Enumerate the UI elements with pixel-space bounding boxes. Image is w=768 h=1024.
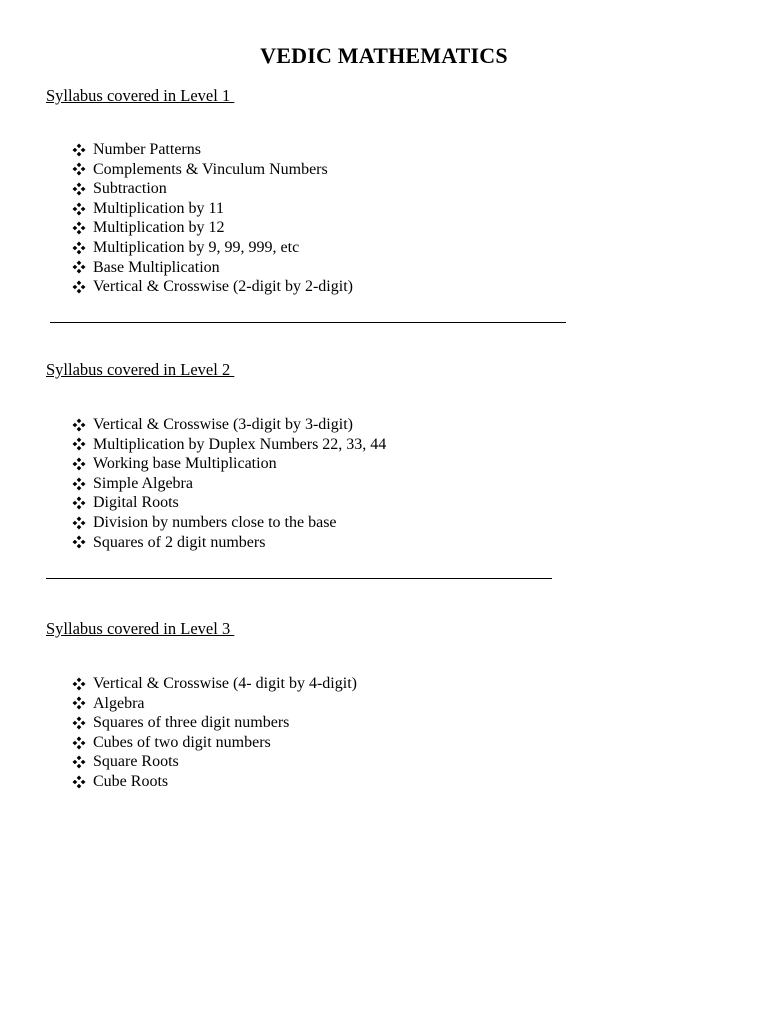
- syllabus-list-level-2: [72, 415, 386, 552]
- list-item: [72, 415, 386, 435]
- list-item-text: Cube Roots: [93, 772, 169, 790]
- section-heading-level-3: Syllabus covered in Level 3: [46, 619, 235, 638]
- list-item: [72, 238, 353, 258]
- four-diamond-bullet-icon: [72, 696, 86, 710]
- list-item-text: Vertical & Crosswise (3-digit by 3-digit): [93, 416, 353, 433]
- list-item: [72, 772, 357, 792]
- four-diamond-bullet-icon: [72, 280, 86, 294]
- list-item-text: Digital Roots: [93, 494, 179, 512]
- list-item-text: Simple Algebra: [93, 474, 193, 492]
- list-item-text: Square Roots: [93, 753, 179, 771]
- list-item: [72, 733, 357, 753]
- four-diamond-bullet-icon: [72, 221, 86, 235]
- four-diamond-bullet-icon: [72, 516, 86, 530]
- list-item: [72, 533, 386, 553]
- list-item: [72, 179, 353, 199]
- four-diamond-bullet-icon: [72, 775, 86, 789]
- list-item: [72, 160, 353, 180]
- four-diamond-bullet-icon: [72, 143, 86, 157]
- list-item-text: Algebra: [93, 694, 145, 712]
- four-diamond-bullet-icon: [72, 677, 86, 691]
- list-item-text: Multiplication by 9, 99, 999, etc: [93, 238, 300, 256]
- list-item: [72, 474, 386, 494]
- list-item-text: Multiplication by 12: [93, 219, 225, 237]
- four-diamond-bullet-icon: [72, 716, 86, 730]
- four-diamond-bullet-icon: [72, 535, 86, 549]
- list-item-text: Multiplication by 11: [93, 199, 224, 217]
- syllabus-list-level-3: [72, 674, 357, 792]
- list-item: [72, 218, 353, 238]
- list-item-text: Vertical & Crosswise (2-digit by 2-digit): [93, 278, 353, 296]
- four-diamond-bullet-icon: [72, 182, 86, 196]
- section-divider: [50, 322, 566, 323]
- four-diamond-bullet-icon: [72, 241, 86, 255]
- four-diamond-bullet-icon: [72, 477, 86, 491]
- list-item: [72, 277, 353, 297]
- list-item: [72, 454, 386, 474]
- list-item: [72, 199, 353, 219]
- four-diamond-bullet-icon: [72, 162, 86, 176]
- four-diamond-bullet-icon: [72, 496, 86, 510]
- list-item-text: Complements & Vinculum Numbers: [93, 160, 328, 178]
- list-item: [72, 713, 357, 733]
- page-title: VEDIC MATHEMATICS: [260, 43, 508, 68]
- four-diamond-bullet-icon: [72, 202, 86, 216]
- list-item-text: Vertical & Crosswise (4- digit by 4-digit): [93, 675, 357, 692]
- list-item-text: Subtraction: [93, 180, 167, 198]
- section-heading-level-1: Syllabus covered in Level 1: [46, 86, 235, 105]
- section-divider: [46, 578, 552, 579]
- list-item-text: Number Patterns: [93, 141, 201, 158]
- list-item: [72, 140, 353, 160]
- list-item-text: Division by numbers close to the base: [93, 513, 337, 531]
- list-item: [72, 435, 386, 455]
- list-item-text: Base Multiplication: [93, 258, 220, 276]
- list-item-text: Squares of three digit numbers: [93, 714, 290, 732]
- four-diamond-bullet-icon: [72, 418, 86, 432]
- four-diamond-bullet-icon: [72, 755, 86, 769]
- list-item: [72, 493, 386, 513]
- list-item: [72, 258, 353, 278]
- four-diamond-bullet-icon: [72, 260, 86, 274]
- list-item: [72, 694, 357, 714]
- four-diamond-bullet-icon: [72, 437, 86, 451]
- list-item-text: Squares of 2 digit numbers: [93, 533, 266, 551]
- list-item: [72, 513, 386, 533]
- list-item: [72, 752, 357, 772]
- list-item: [72, 674, 357, 694]
- four-diamond-bullet-icon: [72, 736, 86, 750]
- four-diamond-bullet-icon: [72, 457, 86, 471]
- list-item-text: Cubes of two digit numbers: [93, 733, 271, 751]
- list-item-text: Working base Multiplication: [93, 455, 277, 473]
- list-item-text: Multiplication by Duplex Numbers 22, 33, 44: [93, 435, 387, 453]
- syllabus-list-level-1: [72, 140, 353, 297]
- section-heading-level-2: Syllabus covered in Level 2: [46, 360, 235, 379]
